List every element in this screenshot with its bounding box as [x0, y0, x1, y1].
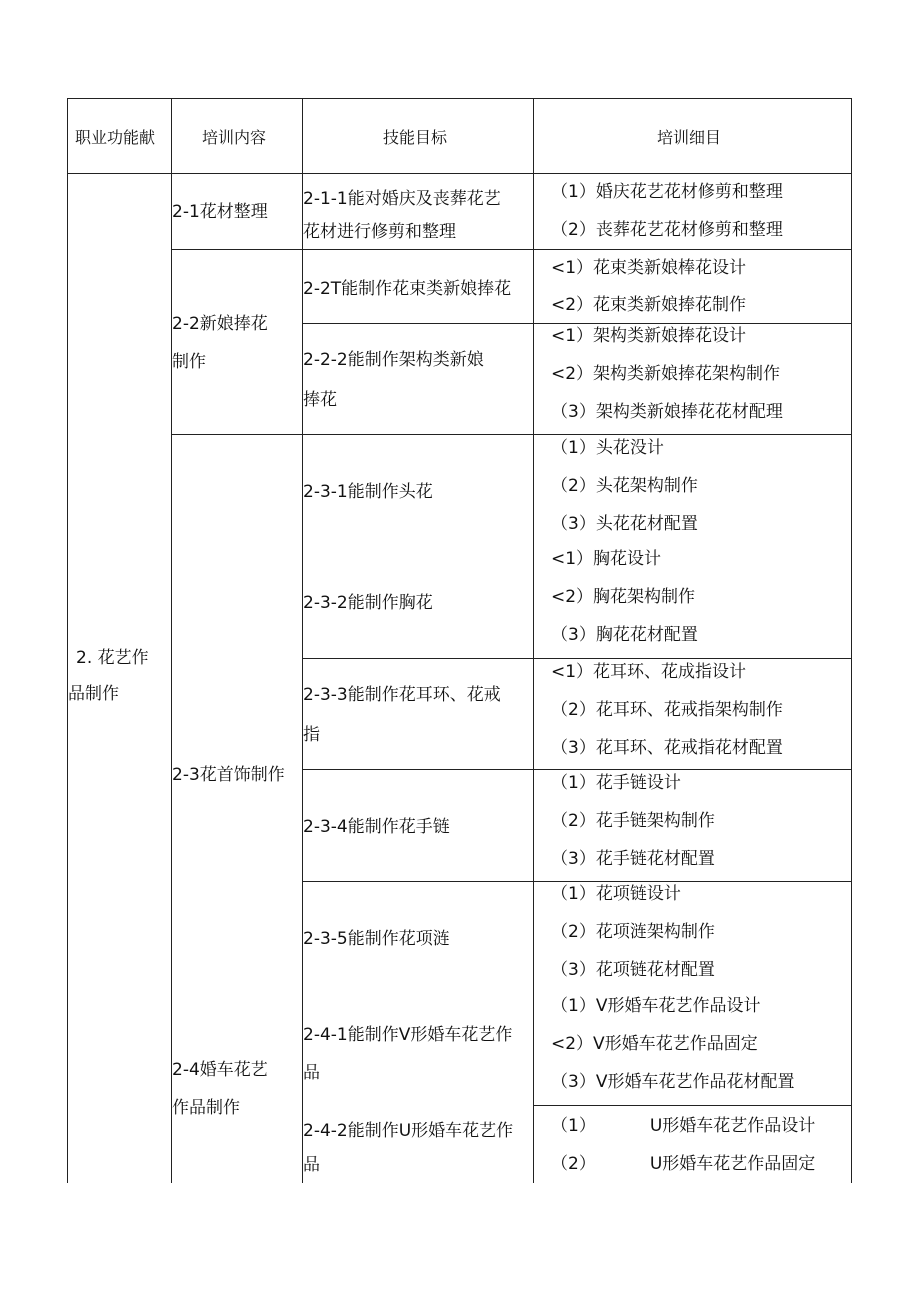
header-detail: 培训细目 — [657, 128, 722, 147]
goal-item: 品 — [303, 1155, 320, 1175]
function-label: 品制作 — [68, 684, 119, 704]
row-divider — [302, 881, 852, 882]
goal-item: 指 — [303, 725, 320, 745]
goal-item: 2-3-1能制作头花 — [303, 482, 433, 502]
detail-item: （2）花耳环、花戒指架构制作 — [551, 700, 783, 720]
detail-item: （1）头花没计 — [551, 438, 664, 458]
detail-item: （3）花项链花材配置 — [551, 960, 715, 980]
goal-item: 2-3-5能制作花项涟 — [303, 929, 450, 949]
content-item: 2-1花材整理 — [172, 202, 268, 222]
detail-item: <2）花束类新娘捧花制作 — [551, 295, 747, 315]
content-item: 制作 — [172, 352, 206, 372]
detail-item: <1）花束类新娘棒花设计 — [551, 258, 747, 278]
content-item: 2-3花首饰制作 — [172, 765, 285, 785]
function-label: 2. 花艺作 — [76, 648, 149, 668]
table-top-border — [67, 98, 852, 99]
detail-item: （2） U形婚车花艺作品固定 — [551, 1154, 816, 1174]
goal-item: 2-3-2能制作胸花 — [303, 593, 433, 613]
detail-item: （3）花手链花材配置 — [551, 849, 715, 869]
detail-item: （2）丧葬花艺花材修剪和整理 — [551, 220, 783, 240]
row-divider — [302, 658, 852, 659]
goal-item: 2-2-2能制作架构类新娘 — [303, 350, 484, 370]
detail-item: （3）头花花材配置 — [551, 514, 698, 534]
detail-item: <1）花耳环、花成指设计 — [551, 662, 747, 682]
detail-item: （1）V形婚车花艺作品设计 — [551, 996, 761, 1016]
detail-item: <2）架构类新娘捧花架构制作 — [551, 364, 781, 384]
header-function: 职业功能献 — [75, 128, 156, 147]
header-content: 培训内容 — [202, 128, 267, 147]
content-item: 2-2新娘捧花 — [172, 314, 268, 334]
row-divider — [171, 249, 852, 250]
goal-item: 品 — [303, 1063, 320, 1083]
table-left-border — [67, 98, 68, 1183]
content-item: 2-4婚车花艺 — [172, 1060, 268, 1080]
row-divider — [302, 769, 852, 770]
detail-item: <1）胸花设计 — [551, 549, 662, 569]
content-item: 作品制作 — [172, 1098, 240, 1118]
detail-item: （3）花耳环、花戒指花材配置 — [551, 738, 783, 758]
header-skill-goal: 技能目标 — [383, 128, 448, 147]
table-right-border — [851, 98, 852, 1183]
detail-item: <1）架构类新娘捧花设计 — [551, 326, 747, 346]
goal-item: 2-1-1能对婚庆及丧葬花艺 — [303, 189, 501, 209]
detail-item: （2）头花架构制作 — [551, 476, 698, 496]
goal-item: 捧花 — [303, 390, 337, 410]
row-divider — [171, 434, 852, 435]
row-divider — [533, 1105, 852, 1106]
detail-item: （3）V形婚车花艺作品花材配置 — [551, 1072, 795, 1092]
detail-item: <2）V形婚车花艺作品固定 — [551, 1034, 758, 1054]
detail-item: （1）婚庆花艺花材修剪和整理 — [551, 182, 783, 202]
column-divider — [302, 98, 303, 1183]
header-bottom-border — [67, 173, 852, 174]
detail-item: （2）花项涟架构制作 — [551, 922, 715, 942]
detail-item: （1）花手链设计 — [551, 773, 681, 793]
goal-item: 2-3-3能制作花耳环、花戒 — [303, 685, 501, 705]
goal-item: 2-2T能制作花束类新娘捧花 — [303, 279, 512, 299]
column-divider — [171, 98, 172, 1183]
detail-item: （1）花项链设计 — [551, 884, 681, 904]
column-divider — [533, 98, 534, 1183]
detail-item: （3）胸花花材配置 — [551, 625, 698, 645]
detail-item: （1） U形婚车花艺作品设计 — [551, 1116, 816, 1136]
goal-item: 2-4-1能制作V形婚车花艺作 — [303, 1025, 513, 1045]
row-divider — [302, 323, 852, 324]
detail-item: （2）花手链架构制作 — [551, 811, 715, 831]
detail-item: <2）胸花架构制作 — [551, 587, 696, 607]
goal-item: 2-3-4能制作花手链 — [303, 817, 450, 837]
goal-item: 花材进行修剪和整理 — [303, 222, 456, 242]
goal-item: 2-4-2能制作U形婚车花艺作 — [303, 1121, 514, 1141]
detail-item: （3）架构类新娘捧花花材配理 — [551, 402, 783, 422]
